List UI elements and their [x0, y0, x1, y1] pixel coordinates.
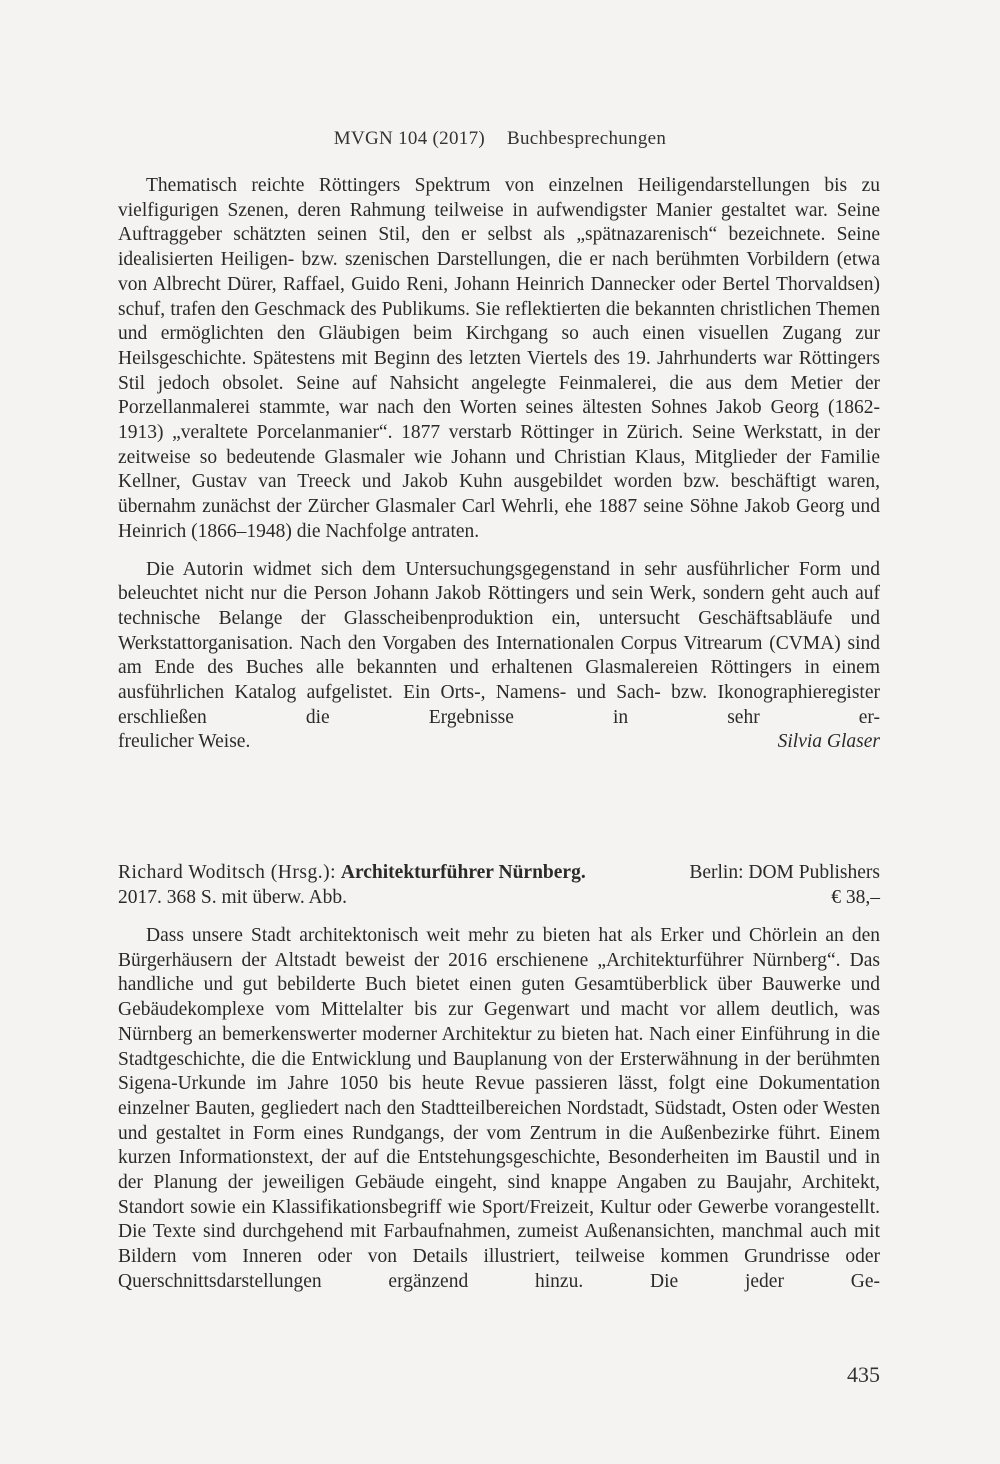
running-head	[0, 128, 1000, 150]
review-continued	[118, 174, 880, 755]
review-paragraph: Die Autorin widmet sich dem Untersuchungsgegenstand in sehr ausführlicher Form und beleuchtet nicht nur die Person Johann Jakob Röttingers und sein Werk, sondern geht auch auf technische Belange der Glasscheibenproduktion ein, untersucht Geschäftsabläufe und Werkstattorganisation. Nach den Vorgaben des Internationalen Corpus Vitrearum (CVMA) sind am Ende des Buches alle bekannten und erhaltenen Glasmalereien Röttingers in einem ausführlichen Katalog aufgelistet. Ein Orts-, Namens- und Sach- bzw. Ikonographieregister erschließen die Ergebnisse in sehr er-	[118, 558, 880, 728]
book-details: 2017. 368 S. mit überw. Abb.	[118, 887, 347, 908]
book-title: Architekturführer Nürnberg.	[340, 862, 586, 883]
section-title: Buchbesprechungen	[507, 128, 667, 149]
book-author: Richard Woditsch (Hrsg.):	[118, 862, 336, 883]
bib-line-2	[118, 885, 880, 910]
review-paragraph: Dass unsere Stadt architektonisch weit mehr zu bieten hat als Erker und Chörlein an den Bürgerhäusern der Altstadt beweist der 2016 erschienene „Architekturführer Nürnberg“. Das handliche und gut bebilderte Buch bietet einen guten Gesamtüberblick über Bauwerke und Gebäudekomplexe vom Mittelalter bis zur Gegenwart und macht vor allem deutlich, was Nürnberg an bemerkenswerter moderner Architektur zu bieten hat. Nach einer Einführung in die Stadtgeschichte, die die Entwicklung und Bauplanung von der Ersterwähnung in der berühmten Sigena-Urkunde im Jahre 1050 bis heute Revue passieren lässt, folgt eine Dokumentation einzelner Bauten, gegliedert nach den Stadtteilbereichen Nordstadt, Südstadt, Osten oder Westen und gestaltet in Form eines Rundgangs, der vom Zentrum in die Außenbezirke führt. Einem kurzen Informationstext, der auf die Entstehungsgeschichte, Besonderheiten im Baustil und in der Planung der jeweiligen Gebäude eingeht, sind knappe Angaben zu Baujahr, Architekt, Standort sowie ein Klassifikationsbegriff wie Sport/Freizeit, Kultur oder Gewerbe vorangestellt. Die Texte sind durchgehend mit Farbaufnahmen, zumeist Außenansichten, manchmal auch mit Bildern vom Inneren oder von Details illustriert, teilweise kommen Grundrisse oder Querschnittsdarstellungen ergänzend hinzu. Die jeder Ge-	[118, 925, 880, 1292]
page-number: 435	[847, 1362, 880, 1387]
journal-reference: MVGN 104 (2017)	[333, 128, 486, 149]
closing-text: freulicher Weise.	[118, 731, 251, 753]
reviewer-signature: Silvia Glaser	[777, 731, 880, 753]
book-publisher: Berlin: DOM Publishers	[689, 862, 880, 883]
review-architekturfuehrer	[118, 924, 880, 1295]
signature-line	[118, 730, 880, 755]
bibliographic-header	[118, 860, 880, 910]
bib-line-1	[118, 860, 880, 885]
book-price: € 38,–	[831, 887, 880, 908]
review-paragraph: Thematisch reichte Röttingers Spektrum von einzelnen Heiligendarstellungen bis zu vielfigurigen Szenen, deren Rahmung teilweise in aufwendigster Manier gestaltet war. Seine Auftraggeber schätzten seinen Stil, den er selbst als „spätnazarenisch“ bezeichnete. Seine idealisierten Heiligen- bzw. szenischen Darstellungen, die er nach berühmten Vorbildern (etwa von Albrecht Dürer, Raffael, Guido Reni, Johann Heinrich Dannecker oder Bertel Thorvaldsen) schuf, trafen den Geschmack des Publikums. Sie reflektierten die bekannten christlichen Themen und ermöglichten den Gläubigen beim Kirchgang so auch einen visuellen Zugang zur Heilsgeschichte. Spätestens mit Beginn des letzten Viertels des 19. Jahrhunderts war Röttingers Stil jedoch obsolet. Seine auf Nahsicht angelegte Feinmalerei, die aus dem Metier der Porzellanmalerei stammte, war nach den Worten seines ältesten Sohnes Jakob Georg (1862-1913) „veraltete Porcelanmanier“. 1877 verstarb Röttinger in Zürich. Seine Werkstatt, in der zeitweise so bedeutende Glasmaler wie Johann und Christian Klaus, Mitglieder der Familie Kellner, Gustav van Treeck und Jakob Kuhn ausgebildet worden bzw. beschäftigt waren, übernahm zunächst der Zürcher Glasmaler Carl Wehrli, ehe 1887 seine Söhne Jakob Georg und Heinrich (1866–1948) die Nachfolge antraten.	[118, 175, 880, 542]
